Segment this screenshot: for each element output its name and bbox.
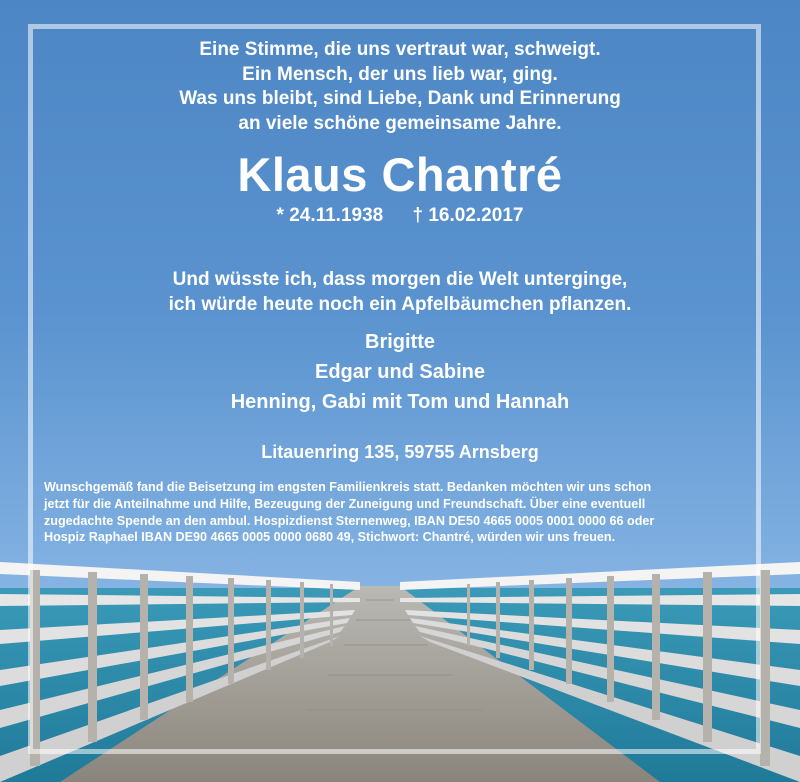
- notice-line: zugedachte Spende an den ambul. Hospizdienst Sternenweg, IBAN DE50 4665 0005 0001 0000 66 oder: [44, 513, 655, 528]
- deceased-name: Klaus Chantré: [237, 148, 563, 201]
- quote: [0, 268, 800, 317]
- mourner-name: Brigitte: [365, 331, 435, 353]
- notice-line: jetzt für die Anteilnahme und Hilfe, Bezeugung der Zuneigung und Freundschaft. Über eine eventuell: [44, 496, 646, 511]
- quote-line: Und wüsste ich, dass morgen die Welt unterginge,: [172, 269, 628, 290]
- mourner-name: Edgar und Sabine: [314, 361, 486, 383]
- birth-date: * 24.11.1938: [276, 205, 384, 226]
- poem-line: Was uns bleibt, sind Liebe, Dank und Erinnerung: [179, 88, 621, 109]
- death-date: † 16.02.2017: [412, 205, 524, 226]
- funeral-notice: [44, 479, 764, 546]
- quote-line: ich würde heute noch ein Apfelbäumchen pflanzen.: [168, 293, 632, 315]
- family-address: Litauenring 135, 59755 Arnsberg: [261, 442, 539, 462]
- poem-line: Eine Stimme, die uns vertraut war, schweigt.: [199, 39, 601, 60]
- notice-line: Wunschgemäß fand die Beisetzung im engsten Familienkreis statt. Bedanken möchten wir uns schon: [44, 480, 652, 494]
- life-dates: [0, 204, 800, 228]
- mourners-list: [0, 327, 800, 417]
- memorial-poem: [0, 38, 800, 136]
- mourner-name: Henning, Gabi mit Tom und Hannah: [230, 391, 570, 413]
- notice-line: Hospiz Raphael IBAN DE90 4665 0005 0000 0680 49, Stichwort: Chantré, würden wir uns freuen.: [44, 530, 616, 545]
- poem-line: an viele schöne gemeinsame Jahre.: [238, 112, 562, 134]
- poem-line: Ein Mensch, der uns lieb war, ging.: [242, 63, 558, 85]
